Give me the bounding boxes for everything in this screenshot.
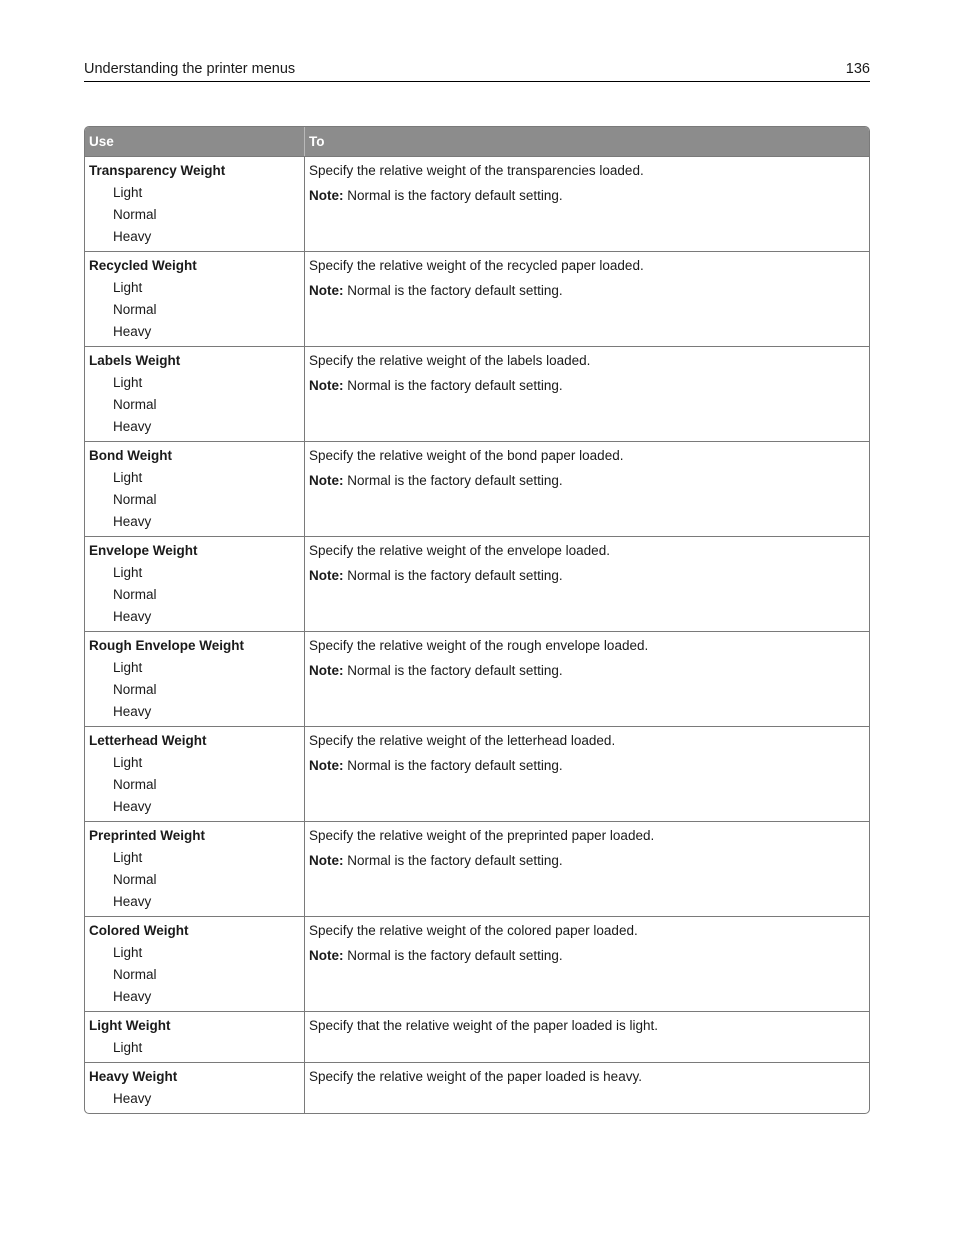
setting-note [309,282,869,300]
table-row [85,536,869,631]
setting-option: Heavy [113,419,152,434]
setting-option: Light [113,755,143,770]
setting-description: Specify the relative weight of the transparencies loaded. [309,163,644,178]
to-cell [305,1063,869,1113]
note-label: Note: [309,853,344,868]
note-text: Normal is the factory default setting. [347,663,563,678]
to-cell [305,157,869,251]
note-text: Normal is the factory default setting. [347,378,563,393]
note-label: Note: [309,473,344,488]
setting-description: Specify the relative weight of the colored paper loaded. [309,923,638,938]
page-header [84,59,870,82]
note-text: Normal is the factory default setting. [347,473,563,488]
setting-option: Light [113,280,143,295]
to-cell [305,917,869,1011]
setting-option: Heavy [113,799,152,814]
table-row [85,1062,869,1113]
use-cell [85,537,305,631]
use-cell [85,442,305,536]
note-text: Normal is the factory default setting. [347,188,563,203]
table-row [85,821,869,916]
to-cell [305,537,869,631]
note-label: Note: [309,283,344,298]
section-title: Understanding the printer menus [84,61,296,77]
setting-option: Light [113,470,143,485]
setting-option: Normal [113,492,157,507]
table-row [85,631,869,726]
setting-option: Heavy [113,704,152,719]
note-label: Note: [309,378,344,393]
table-row [85,251,869,346]
setting-description: Specify the relative weight of the paper loaded is heavy. [309,1069,642,1084]
table-row [85,156,869,251]
use-cell [85,727,305,821]
note-text: Normal is the factory default setting. [347,568,563,583]
setting-option: Heavy [113,324,152,339]
setting-option: Light [113,945,143,960]
setting-description: Specify the relative weight of the envelope loaded. [309,543,610,558]
use-cell [85,1012,305,1062]
setting-description: Specify the relative weight of the preprinted paper loaded. [309,828,655,843]
setting-title: Preprinted Weight [89,828,206,843]
setting-option: Light [113,660,143,675]
setting-option: Normal [113,967,157,982]
note-label: Note: [309,948,344,963]
to-cell [305,442,869,536]
note-label: Note: [309,568,344,583]
use-cell [85,252,305,346]
setting-option: Heavy [113,894,152,909]
use-cell [85,822,305,916]
note-label: Note: [309,758,344,773]
setting-description: Specify the relative weight of the labels loaded. [309,353,591,368]
setting-title: Heavy Weight [89,1069,178,1084]
setting-option: Normal [113,302,157,317]
page-number: 136 [845,61,870,77]
setting-description: Specify the relative weight of the bond paper loaded. [309,448,624,463]
note-label: Note: [309,188,344,203]
setting-note [309,187,869,205]
setting-title: Envelope Weight [89,543,198,558]
settings-table [84,126,870,1114]
setting-note [309,377,869,395]
setting-title: Recycled Weight [89,258,197,273]
setting-description: Specify the relative weight of the letterhead loaded. [309,733,616,748]
setting-title: Light Weight [89,1018,171,1033]
setting-description: Specify that the relative weight of the paper loaded is light. [309,1018,658,1033]
setting-option: Light [113,565,143,580]
setting-description: Specify the relative weight of the recycled paper loaded. [309,258,644,273]
note-text: Normal is the factory default setting. [347,948,563,963]
setting-option: Normal [113,682,157,697]
note-text: Normal is the factory default setting. [347,283,563,298]
setting-option: Heavy [113,514,152,529]
setting-option: Light [113,1040,143,1055]
setting-title: Colored Weight [89,923,189,938]
table-header [85,127,869,156]
column-header-to: To [309,134,325,149]
setting-title: Labels Weight [89,353,181,368]
note-label: Note: [309,663,344,678]
table-row [85,916,869,1011]
use-cell [85,917,305,1011]
setting-title: Transparency Weight [89,163,226,178]
setting-option: Normal [113,207,157,222]
setting-title: Letterhead Weight [89,733,207,748]
setting-option: Normal [113,777,157,792]
use-cell [85,1063,305,1113]
setting-option: Light [113,375,143,390]
note-text: Normal is the factory default setting. [347,758,563,773]
to-cell [305,252,869,346]
to-cell [305,632,869,726]
setting-note [309,852,869,870]
setting-note [309,662,869,680]
table-row [85,346,869,441]
to-cell [305,822,869,916]
setting-option: Normal [113,397,157,412]
use-cell [85,157,305,251]
to-cell [305,1012,869,1062]
table-body [85,156,869,1113]
setting-option: Heavy [113,989,152,1004]
setting-note [309,472,869,490]
column-header-use: Use [85,127,305,156]
setting-description: Specify the relative weight of the rough envelope loaded. [309,638,649,653]
setting-option: Light [113,185,143,200]
note-text: Normal is the factory default setting. [347,853,563,868]
setting-note [309,567,869,585]
setting-option: Heavy [113,229,152,244]
use-cell [85,347,305,441]
setting-option: Heavy [113,1091,152,1106]
setting-option: Heavy [113,609,152,624]
setting-option: Normal [113,587,157,602]
setting-option: Normal [113,872,157,887]
setting-option: Light [113,850,143,865]
to-cell [305,727,869,821]
table-row [85,441,869,536]
use-cell [85,632,305,726]
setting-note [309,757,869,775]
setting-title: Bond Weight [89,448,172,463]
table-row [85,726,869,821]
table-row [85,1011,869,1062]
setting-title: Rough Envelope Weight [89,638,244,653]
setting-note [309,947,869,965]
to-cell [305,347,869,441]
